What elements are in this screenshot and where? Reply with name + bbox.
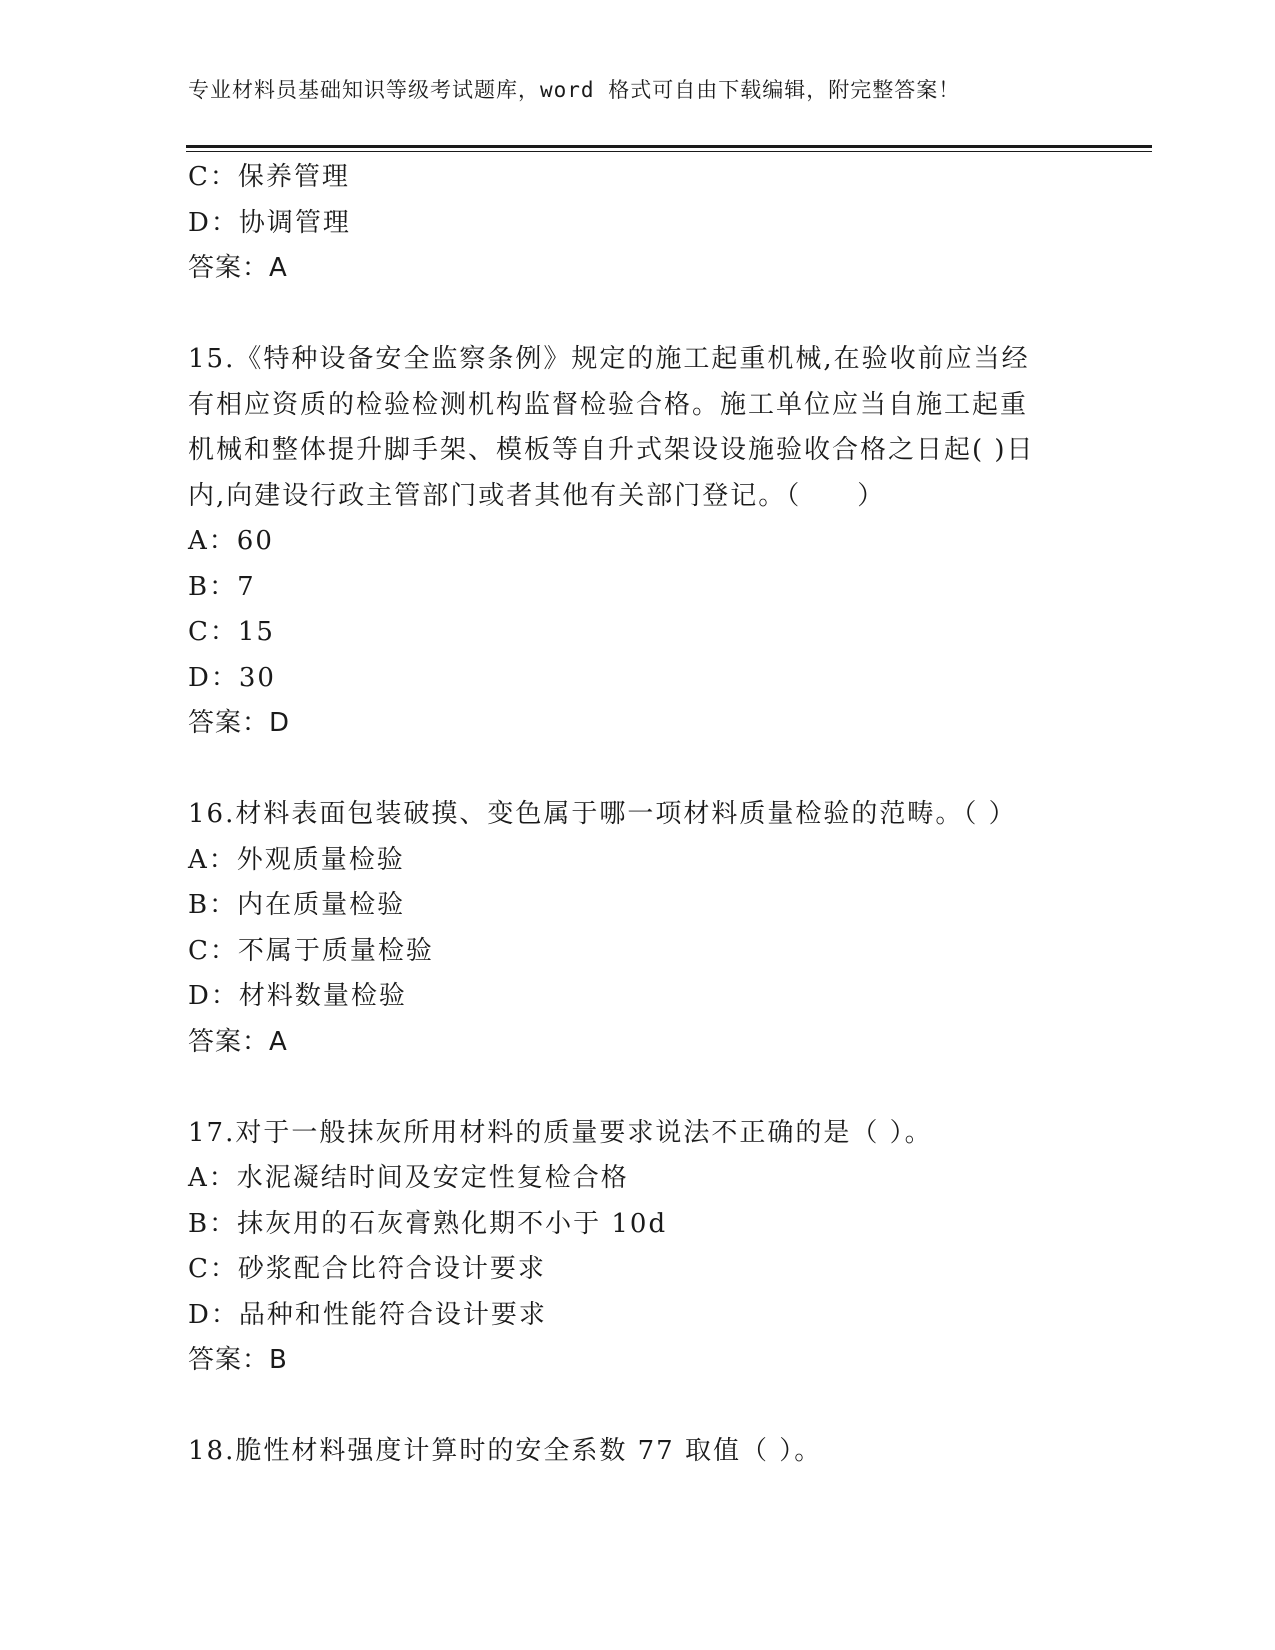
question-stem: 17.对于一般抹灰所用材料的质量要求说法不正确的是（ ）。	[188, 1117, 933, 1148]
question-stem-line: 15.《特种设备安全监察条例》规定的施工起重机械,在验收前应当经	[188, 344, 1030, 374]
option-b: B：抹灰用的石灰膏熟化期不小于 10d	[188, 1208, 668, 1239]
option-b: B：内在质量检验	[188, 890, 406, 920]
option-c: C：15	[188, 617, 275, 647]
option-b: B：7	[188, 571, 256, 602]
option-d: D：品种和性能符合设计要求	[188, 1299, 547, 1330]
question-stem: 16.材料表面包装破摸、变色属于哪一项材料质量检验的范畴。（ ）	[188, 799, 1017, 829]
answer: 答案：A	[188, 253, 288, 283]
question-stem-line: 机械和整体提升脚手架、模板等自升式架设设施验收合格之日起( )日	[188, 435, 1035, 465]
question-stem-line: 内,向建设行政主管部门或者其他有关部门登记。（ ）	[188, 480, 886, 511]
option-a: A：60	[188, 526, 274, 556]
option-c: C：不属于质量检验	[188, 935, 434, 966]
option-a: A：外观质量检验	[188, 844, 405, 875]
question-content	[188, 155, 1088, 1475]
answer: 答案：A	[188, 1026, 288, 1057]
option-d: D：30	[188, 662, 276, 693]
header-rule-thick	[186, 145, 1152, 148]
option-c: C：保养管理	[188, 162, 350, 192]
document-header: 专业材料员基础知识等级考试题库，word 格式可自由下载编辑，附完整答案！	[188, 78, 961, 102]
question-stem: 18.脆性材料强度计算时的安全系数 77 取值（ ）。	[188, 1436, 823, 1466]
option-c: C：砂浆配合比符合设计要求	[188, 1254, 546, 1284]
header-rule-thin	[186, 151, 1152, 152]
option-d: D：协调管理	[188, 207, 351, 238]
option-d: D：材料数量检验	[188, 981, 407, 1011]
option-a: A：水泥凝结时间及安定性复检合格	[188, 1163, 629, 1193]
answer: 答案：D	[188, 708, 291, 738]
question-stem-line: 有相应资质的检验检测机构监督检验合格。施工单位应当自施工起重	[188, 389, 1029, 420]
answer: 答案：B	[188, 1345, 288, 1375]
